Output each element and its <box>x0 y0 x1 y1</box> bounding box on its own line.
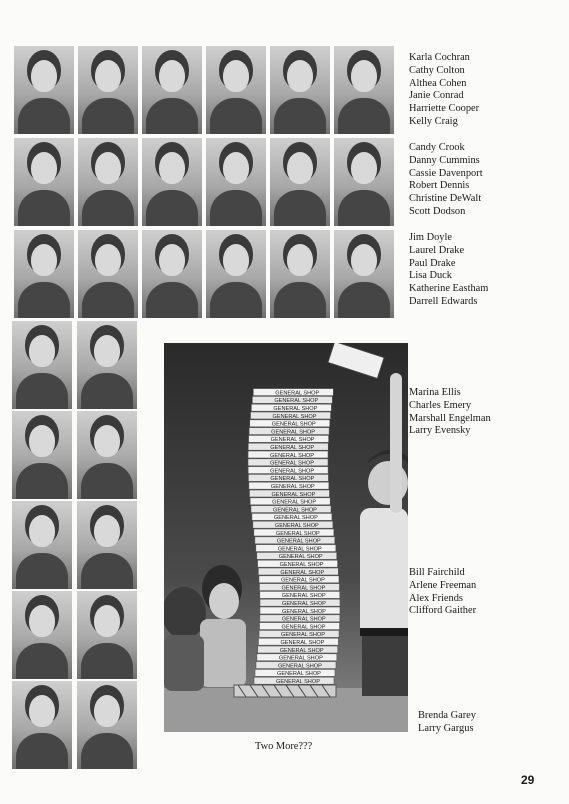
student-portrait <box>78 230 138 318</box>
book <box>258 646 338 654</box>
book <box>252 396 332 404</box>
student-name: Christine DeWalt <box>409 193 482 205</box>
student-name: Jim Doyle <box>409 232 453 243</box>
book-spine-label: GENERAL SHOP <box>276 671 321 678</box>
book <box>252 513 332 521</box>
book <box>259 584 339 592</box>
student-portrait <box>14 138 74 226</box>
book <box>260 607 340 615</box>
book <box>260 623 340 631</box>
book <box>251 412 331 420</box>
book <box>258 560 338 568</box>
book-spine-label: GENERAL SHOP <box>270 476 315 483</box>
book-spine-label: GENERAL SHOP <box>270 460 314 467</box>
book <box>249 482 329 490</box>
book <box>253 521 333 529</box>
book-spine-label: GENERAL SHOP <box>280 569 325 576</box>
book-spine-label: GENERAL SHOP <box>278 554 323 561</box>
book-spine-label: GENERAL SHOP <box>276 679 320 685</box>
book-spine-label: GENERAL SHOP <box>281 585 326 592</box>
book-spine-label: GENERAL SHOP <box>270 445 315 451</box>
book-spine-label: GENERAL SHOP <box>274 398 319 405</box>
book-spine-label: GENERAL SHOP <box>275 530 320 537</box>
student-name: Brenda Garey <box>418 710 476 721</box>
book <box>260 615 340 623</box>
student-name: Laurel Drake <box>409 244 465 256</box>
book <box>248 443 328 451</box>
student-name: Marina Ellis <box>409 387 461 398</box>
student-name: Cathy Colton <box>409 64 465 76</box>
book <box>249 428 329 436</box>
page-number: 29 <box>521 773 535 787</box>
student-portrait <box>334 138 394 226</box>
book-spine-label: GENERAL SHOP <box>273 515 318 522</box>
names-block-1 <box>409 52 479 129</box>
book <box>251 404 331 412</box>
student-name: Robert Dennis <box>409 180 470 192</box>
student-portrait <box>77 591 137 679</box>
student-portrait <box>12 681 72 769</box>
book-spine-label: GENERAL SHOP <box>271 421 316 428</box>
student-portrait <box>270 46 330 134</box>
book-spine-label: GENERAL SHOP <box>281 616 326 623</box>
book <box>255 537 335 545</box>
student-name: Danny Cummins <box>409 154 480 166</box>
student-portrait <box>14 46 74 134</box>
student-portrait <box>142 230 202 318</box>
book-spine-label: GENERAL SHOP <box>280 640 325 646</box>
student-portrait <box>206 138 266 226</box>
book-spine-label: GENERAL SHOP <box>270 452 314 459</box>
names-block-4 <box>409 387 491 438</box>
student-name: Marshall Engelman <box>409 412 491 424</box>
student-portrait <box>206 46 266 134</box>
book <box>256 662 336 670</box>
student-name: Arlene Freeman <box>409 579 477 591</box>
student-name: Janie Conrad <box>409 90 464 102</box>
student-portrait <box>12 321 72 409</box>
student-portrait <box>78 138 138 226</box>
student-portrait <box>334 230 394 318</box>
book <box>251 506 331 514</box>
student-name: Bill Fairchild <box>409 567 465 578</box>
student-name: Larry Evensky <box>409 425 471 437</box>
book-spine-label: GENERAL SHOP <box>271 491 316 498</box>
book <box>258 638 338 646</box>
student-portrait <box>270 138 330 226</box>
student-name: Clifford Gaither <box>409 605 477 617</box>
book <box>249 490 329 498</box>
names-block-2 <box>409 142 483 219</box>
book-spine-label: GENERAL SHOP <box>274 523 319 529</box>
book <box>256 545 336 553</box>
student-portrait <box>14 230 74 318</box>
book-spine-label: GENERAL SHOP <box>272 413 317 420</box>
book-spine-label: GENERAL SHOP <box>281 632 325 639</box>
activity-photo <box>164 343 408 732</box>
book-spine-label: GENERAL SHOP <box>271 429 316 436</box>
student-portrait <box>142 138 202 226</box>
student-name: Scott Dodson <box>409 205 466 217</box>
student-portrait <box>77 321 137 409</box>
book <box>257 552 337 560</box>
student-name: Charles Emery <box>409 399 472 411</box>
book <box>248 459 328 467</box>
book <box>259 576 339 584</box>
seated-students <box>164 565 246 691</box>
photo-caption: Two More??? <box>255 741 313 752</box>
student-name: Kelly Craig <box>409 115 458 127</box>
student-name: Harriette Cooper <box>409 103 480 115</box>
student-name: Alex Friends <box>409 592 463 604</box>
book-spine-label: GENERAL SHOP <box>270 437 315 444</box>
student-portrait <box>12 411 72 499</box>
book <box>248 467 328 475</box>
student-portrait <box>78 46 138 134</box>
book-spine-label: GENERAL SHOP <box>281 593 326 600</box>
book-spine-label: GENERAL SHOP <box>273 406 318 412</box>
student-name: Lisa Duck <box>409 270 452 282</box>
book-spine-label: GENERAL SHOP <box>276 538 321 545</box>
tower-base <box>234 685 336 697</box>
book-spine-label: GENERAL SHOP <box>279 647 324 654</box>
book-spine-label: GENERAL SHOP <box>272 499 317 506</box>
book <box>257 654 337 662</box>
student-portrait <box>77 681 137 769</box>
book-spine-label: GENERAL SHOP <box>277 546 322 553</box>
student-portrait <box>12 501 72 589</box>
book-spine-label: GENERAL SHOP <box>281 601 326 607</box>
book <box>260 591 340 599</box>
student-name: Paul Drake <box>409 257 456 269</box>
student-name: Larry Gargus <box>418 722 474 734</box>
book <box>254 677 334 685</box>
book <box>248 474 328 482</box>
book <box>250 498 330 506</box>
student-name: Karla Cochran <box>409 52 470 63</box>
book-spine-label: GENERAL SHOP <box>270 468 315 475</box>
book-tower-scene <box>164 343 408 732</box>
book-spine-label: GENERAL SHOP <box>270 484 315 490</box>
book-spine-label: GENERAL SHOP <box>281 608 326 615</box>
standing-student <box>328 343 408 696</box>
names-block-3 <box>409 232 488 309</box>
student-portrait <box>206 230 266 318</box>
book <box>249 435 329 443</box>
student-portrait <box>142 46 202 134</box>
book <box>259 630 339 638</box>
student-name: Katherine Eastham <box>409 283 489 295</box>
book-spine-label: GENERAL SHOP <box>280 577 325 584</box>
student-portrait <box>77 411 137 499</box>
student-name: Darrell Edwards <box>409 295 478 307</box>
student-name: Candy Crook <box>409 142 465 153</box>
names-block-6 <box>418 710 476 736</box>
book <box>253 389 333 397</box>
student-name: Althea Cohen <box>409 77 467 89</box>
book <box>254 529 334 537</box>
book <box>255 669 335 677</box>
book <box>258 568 338 576</box>
book-spine-label: GENERAL SHOP <box>272 507 317 514</box>
book-spine-label: GENERAL SHOP <box>281 624 326 631</box>
book-stack <box>248 389 340 685</box>
student-portrait <box>270 230 330 318</box>
student-name: Cassie Davenport <box>409 167 483 179</box>
book-spine-label: GENERAL SHOP <box>277 663 322 670</box>
names-block-5 <box>409 567 476 618</box>
student-portrait <box>12 591 72 679</box>
book <box>260 599 340 607</box>
book-spine-label: GENERAL SHOP <box>278 655 323 662</box>
book <box>250 420 330 428</box>
book-spine-label: GENERAL SHOP <box>275 390 320 397</box>
student-portrait <box>77 501 137 589</box>
student-portrait <box>334 46 394 134</box>
book <box>248 451 328 459</box>
book-spine-label: GENERAL SHOP <box>279 562 324 568</box>
